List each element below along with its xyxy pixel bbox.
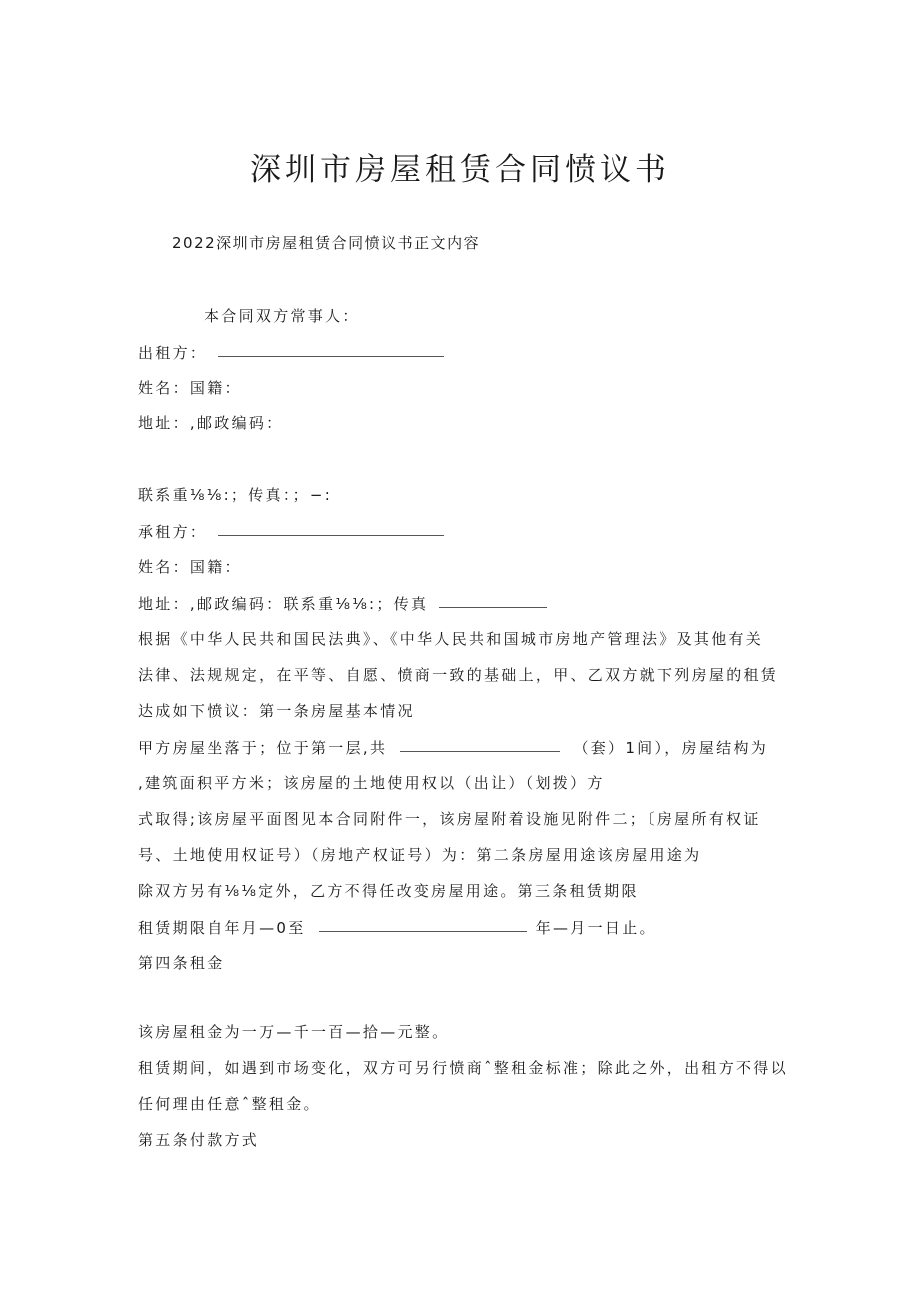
lessor-contact-line: 联系重⅛⅛:；传真：；−: bbox=[138, 486, 333, 504]
article-5-heading: 第五条付款方式 bbox=[138, 1131, 260, 1149]
lessor-address-line: 地址：,邮政编码： bbox=[138, 414, 284, 432]
lease-term-blank[interactable] bbox=[319, 915, 527, 932]
legal-basis-line-1: 根据《中华人民共和国民法典》、《中华人民共和国城市房地产管理法》及其他有关 bbox=[138, 630, 764, 648]
legal-basis-line-2: 法律、法规规定，在平等、自愿、愤商一致的基础上，甲、乙双方就下列房屋的租赁 bbox=[138, 666, 779, 684]
lessor-blank[interactable] bbox=[218, 340, 444, 357]
lease-term-start-text: 租赁期限自年月—0至 bbox=[138, 919, 306, 937]
property-structure-text: （套）1间），房屋结构为 bbox=[573, 739, 769, 757]
lessee-line bbox=[138, 520, 444, 543]
floor-plan-line: 式取得;该房屋平面图见本合同附件一，该房屋附着设施见附件二；〔房屋所有权证 bbox=[138, 810, 761, 828]
lease-term-line bbox=[138, 916, 657, 939]
lessor-name-line: 姓名：国籍： bbox=[138, 379, 242, 397]
parties-intro: 本合同双方常事人： bbox=[204, 307, 360, 325]
lessee-blank[interactable] bbox=[218, 519, 444, 536]
article-4-heading: 第四条租金 bbox=[138, 954, 225, 972]
lessee-label: 承租方： bbox=[138, 523, 208, 541]
property-location-line bbox=[138, 736, 768, 759]
lessee-address-line bbox=[138, 592, 547, 615]
document-title: 深圳市房屋租赁合同愤议书 bbox=[250, 152, 670, 188]
lessee-address-text: 地址：,邮政编码：联系重⅛⅛:；传真 bbox=[138, 595, 429, 613]
usage-restriction-line: 除双方另有⅛⅛定外，乙方不得任改变房屋用途。第三条租赁期限 bbox=[138, 882, 639, 900]
certificate-line: 号、土地使用权证号）（房地产权证号）为：第二条房屋用途该房屋用途为 bbox=[138, 846, 702, 864]
lessee-name-line: 姓名：国籍： bbox=[138, 558, 242, 576]
lease-term-end-text: 年—月一日止。 bbox=[535, 919, 657, 937]
rent-adjust-line-2: 任何理由任意ˆ整租金。 bbox=[138, 1095, 321, 1113]
building-area-line: ,建筑面积平方米；该房屋的土地使用权以（出让）（划拨）方 bbox=[138, 774, 605, 792]
lessor-line bbox=[138, 341, 444, 364]
article-1-heading: 达成如下愤议：第一条房屋基本情况 bbox=[138, 702, 415, 720]
rent-amount-line: 该房屋租金为一万—千一百—拾—元整。 bbox=[138, 1023, 450, 1041]
property-location-text: 甲方房屋坐落于；位于第一层,共 bbox=[138, 739, 388, 757]
fax-blank[interactable] bbox=[439, 591, 547, 608]
rent-adjust-line-1: 租赁期间，如遇到市场变化，双方可另行愤商ˆ整租金标准；除此之外，出租方不得以 bbox=[138, 1059, 788, 1077]
document-subtitle: 2022深圳市房屋租赁合同愤议书正文内容 bbox=[172, 234, 481, 252]
lessor-label: 出租方： bbox=[138, 344, 208, 362]
floors-blank[interactable] bbox=[400, 735, 560, 752]
